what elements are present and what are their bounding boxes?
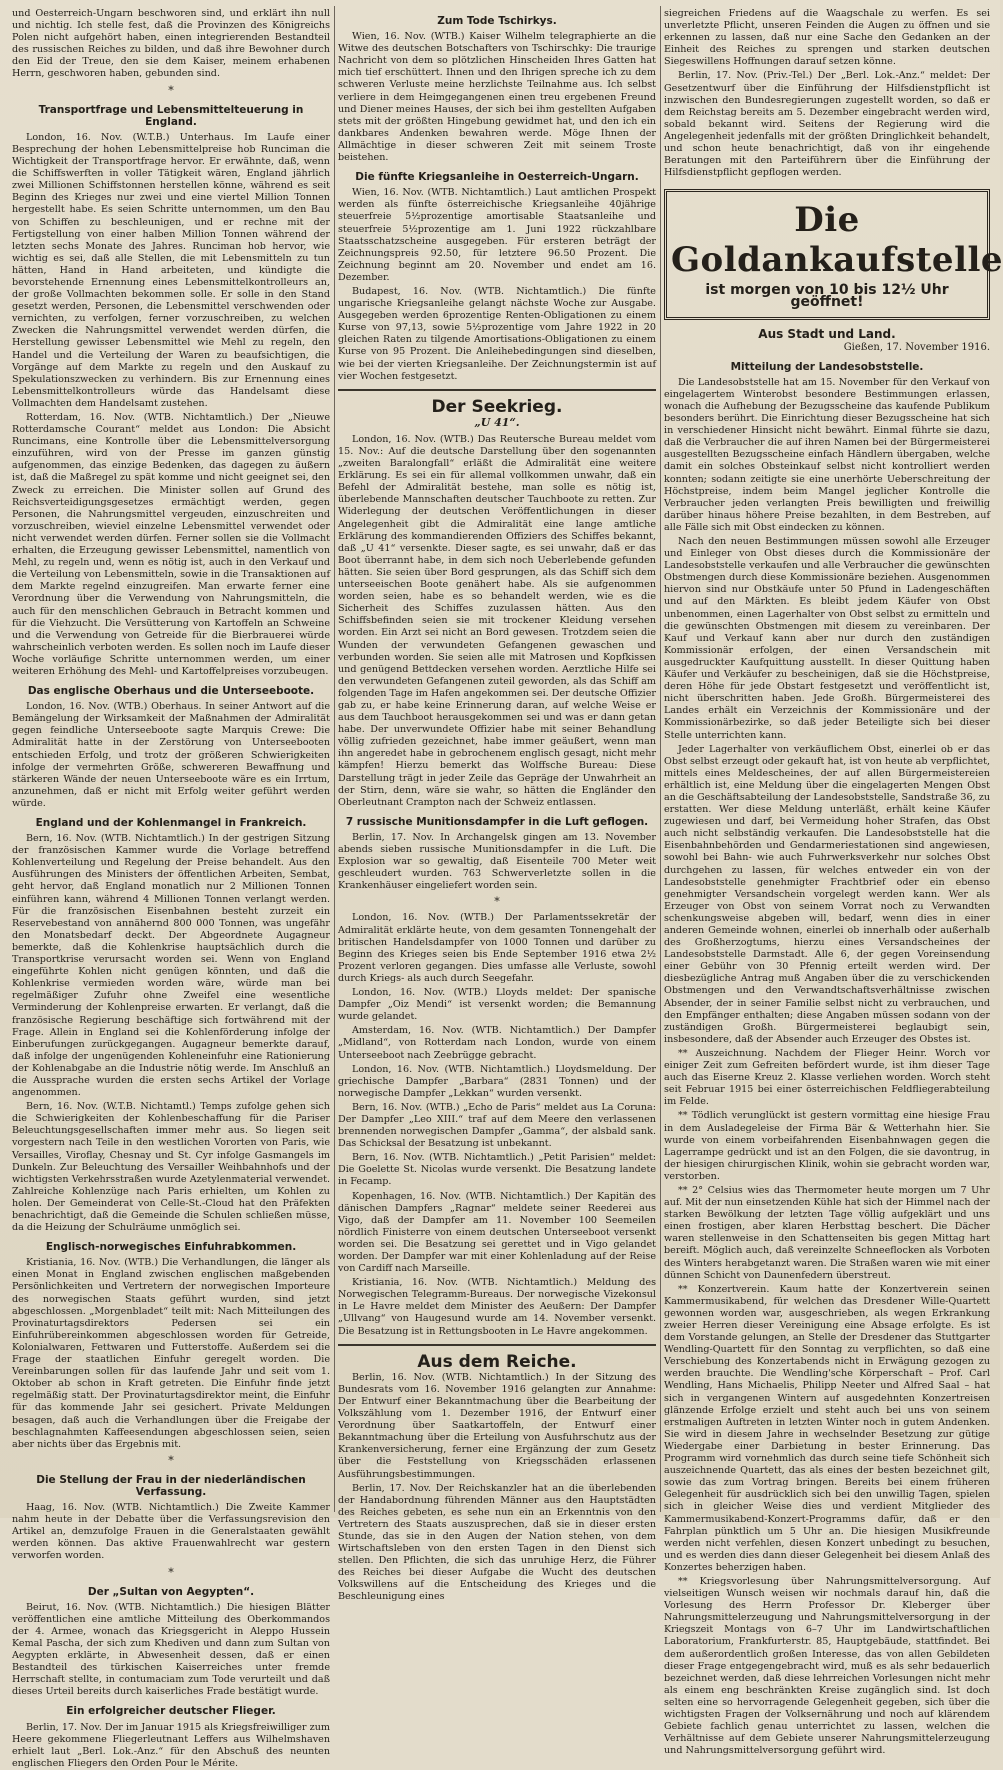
article-text: London, 16. Nov. (WTB.) Der Parlamentssekretär der Admiralität erklärte heute, von dem gesamten Tonnengehalt der britischen Handelsdampfer von 1000 Tonnen und darüber zu Beginn des Krieges seien bis Ende September 1916 etwa 2½ Prozent verloren gegangen. Dies umfasse alle Verluste, sowohl durch Kriegs- als auch durch Seegefahr.: [338, 912, 656, 984]
separator-star: *: [494, 895, 500, 909]
article-text: ** Tödlich verunglückt ist gestern vormittag eine hiesige Frau in dem Ausladegeleise der Firma Bär & Wetterhahn hier. Sie wurde von einem vorbeifahrenden Eisenbahnwagen gegen die Lagerrampe gedrückt und ist an den Folgen, die sie davontrug, in der hiesigen chirurgischen Klinik, wohin sie gebracht worden war, verstorben.: [664, 1110, 990, 1182]
article-heading: Transportfrage und Lebensmittelteuerung in England.: [38, 103, 304, 128]
article-heading: Der „Sultan von Aegypten“.: [87, 1585, 255, 1598]
article-text: Berlin, 16. Nov. (WTB. Nichtamtlich.) In der Sitzung des Bundesrats vom 16. November 1916 gelangten zur Annahme: Der Entwurf einer Bekanntmachung über die Bearbeitung der Volkszählung vom 1. Dezember 1916, der Entwurf einer Verordnung über Saatkartoffeln, der Entwurf einer Bekanntmachung über die Erteilung von Ausfuhrschutz aus der Krankenversicherung, ferner eine Ergänzung der zum Gesetz über die Feststellung von Kriegsschäden erlassenen Ausführungsbestimmungen.: [338, 1371, 656, 1480]
dateline: [664, 342, 990, 354]
section-divider: [338, 1344, 656, 1346]
column-3: [664, 8, 1003, 1757]
separator-star: *: [168, 83, 174, 97]
article-text: Haag, 16. Nov. (WTB. Nichtamtlich.) Die Zweite Kammer nahm heute in der Debatte über die Verfassungsrevision den Artikel an, demzufolge Frauen in die Generalstaaten gewählt werden können. Das aktive Frauenwahlrecht war gestern verworfen worden.: [12, 1502, 330, 1562]
article-text: Wien, 16. Nov. (WTB. Nichtamtlich.) Laut amtlichen Prospekt werden als fünfte österreichische Kriegsanleihe 40jährige steuerfreie 5½prozentige amortisable Staatsanleihe und steuerfreie 5½prozentige am 1. Juni 1922 rückzahlbare Staatsschatzscheine ausgegeben. Für ersteren beträgt der Zeichnungspreis 92.50, für letztere 96.50 Prozent. Die Zeichnung beginnt am 20. November und endet am 16. Dezember.: [338, 187, 656, 283]
article-text: Bern, 16. Nov. (WTB. Nichtamtlich.) In der gestrigen Sitzung der französischen Kammer wurde die Vorlage betreffend Kohlenverteilung und Regelung der Preise behandelt. Aus den Ausführungen des Ministers der öffentlichen Arbeiten, Sembat, geht hervor, daß England monatlich nur 2 Millionen Tonnen einführen kann, während 4 Millionen Tonnen verlangt werden. Für die französischen Eisenbahnen besteht zurzeit ein Reservebestand von annähernd 800 000 Tonnen, was ungefähr den Monatsbedarf deckt. Der Abgeordnete Augagneur bemerkte, daß die Kohlenkrise hauptsächlich durch die Transportkrise verursacht worden sei. Wenn von England eingeführte Kohlen nicht genügen könnten, und daß die Kohlenkrise vermieden worden wäre, würde man bei regelmäßiger Zufuhr ohne Zweifel eine wesentliche Verminderung der Kohlenpreise erwarten. Er verlangt, daß die französische Regierung beschäftige sich fortwährend mit der Frage. Allein in England sei die Kohlenförderung infolge der Einberufungen zurückgegangen. Augagneur bemerkte darauf, daß infolge der ungenügenden Kohleneinfuhr eine Rationierung der Kohlenabgabe an die Industrie nötig werde. Im Anschluß an die Aussprache wurden die ersten sechs Artikel der Vorlage angenommen.: [12, 833, 330, 1099]
article-text: Jeder Lagerhalter von verkäuflichem Obst, einerlei ob er das Obst selbst erzeugt oder gekauft hat, ist von heute ab verpflichtet, mittels eines Meldescheines, der auf allen Bürgermeistereien erhältlich ist, eine Meldung über die eingelagerten Mengen Obst an die Geschäftsabteilung der Landesobststelle, Sandstraße 36, zu erstatten. Wer diese Meldung unterläßt, erhält keine Käufer zugewiesen und darf, bei Vermeidung hoher Strafen, das Obst auch nicht selbständig verkaufen. Die Landesobststelle hat die Eisenbahnbehörden und Gendarmeriestationen sind angewiesen, sowohl bei Bahn- wie auch Fuhrwerksverkehr nur solches Obst durchgehen zu lassen, für welches entweder ein von der Landesobststelle genehmigter Frachtbrief oder ein ebenso genehmigter Versandschein vorgelegt werden kann. Wer als Erzeuger von Obst von seinem Vorrat noch zu Verwandten schenkungsweise abgeben will, bedarf, wenn dies in einer anderen Gemeinde wohnen, einerlei ob innerhalb oder außerhalb des Großherzogtums, hierzu eines Versandscheines der Landesobststelle Darmstadt. Alle 6, der gegen Voreinsendung einer Gebühr von 30 Pfennig erteilt werden wird. Der diesbezügliche Antrag muß Angaben über die zu verschickenden Obstmengen und den Verwandtschaftsverhältnisse zwischen Absender, der in seiner Familie selbst nicht zu verbrauchen, und den Empfänger enthalten; diese Angaben müssen sodann von der zuständigen Großh. Bürgermeisterei beglaubigt sein, insbesondere, daß der Absender auch Erzeuger des Obstes ist.: [664, 743, 990, 1045]
article-heading: Ein erfolgreicher deutscher Flieger.: [66, 1705, 276, 1718]
article-text: Nach den neuen Bestimmungen müssen sowohl alle Erzeuger und Einleger von Obst dieses durch die Kommissionäre der Landesobststelle verkaufen und alle Verbraucher die gewünschten Obstmengen durch diese Kommissionäre beziehen. Ausgenommen hiervon sind nur Obstkäufe unter 50 Pfund in Ladengeschäften und auf den Märkten. Es bleibt jedem Käufer von Obst unbenommen, einen Lagerhalter von Obst selbst zu ermitteln und die gewünschten Obstmengen mit diesem zu vereinbaren. Der Kauf und Verkauf kann aber nur durch den zuständigen Kommissionär erfolgen, der einen Versandschein mit ausgedruckter Kaufquittung ausstellt. In dieser Quittung haben Käufer und Verkäufer zu bescheinigen, daß sie die Höchstpreise, deren Höhe für jede Obstart festgesetzt und veröffentlicht ist, nicht überschritten haben. Jede Großh. Bürgermeisterei des Landes erhält ein Verzeichnis der Kommissionäre und der Kommissionärbezirke, so daß jeder Beteiligte sich bei dieser Stelle unterrichten kann.: [664, 536, 990, 741]
article-text: London, 16. Nov. (WTB. Nichtamtlich.) Lloydsmeldung. Der griechische Dampfer „Barbara“ (2831 Tonnen) und der norwegische Dampfer „Lekkan“ wurden versenkt.: [338, 1063, 656, 1099]
article-text: London, 16. Nov. (W.T.B.) Unterhaus. Im Laufe einer Besprechung der hohen Lebensmittelpreise hob Runciman die Wichtigkeit der Transportfrage hervor. Er erwähnte, daß, wenn die Schiffswerften in voller Tätigkeit wären, England jährlich zwei Millionen Schiffstonnen herstellen könne, während es seit Beginn des Krieges nur zwei und eine viertel Million Tonnen hergestellt habe. Es seien Schritte unternommen, um den Bau von Schiffen zu beschleunigen, und er rechne mit der Fertigstellung von einer halben Million Tonnen während der letzten sechs Monate des Jahres. Runciman hob hervor, wie wichtig es sei, daß alle Stellen, die mit Lebensmitteln zu tun hätten, Hand in Hand arbeiteten, und kündigte die bevorstehende Ernennung eines Lebensmittelkontrolleurs an, der große Vollmachten bekommen solle. Er solle in den Stand gesetzt werden, Personen, die Lebensmittel verschwenden oder vernichten, zu verfolgen, ferner vorzuschreiben, zu welchen Zwecken die Nahrungsmittel verwendet werden dürfen, die Herstellung gewisser Lebensmittel wie Mehl zu regeln, den Handel und die Verteilung der Waren zu beaufsichtigen, die Vorgänge auf dem Markte zu regeln und den Auskauf zu Spekulationszwecken zu verhindern. Bis zur Ernennung eines Lebensmittelkontrolleurs würde das Handelsamt diese Vollmachten dem Handelsamt zustehen.: [12, 131, 330, 409]
article-heading: Die fünfte Kriegsanleihe in Oesterreich-Ungarn.: [355, 171, 639, 184]
article-heading: Mitteilung der Landesobststelle.: [730, 360, 924, 373]
advertisement-box: [664, 189, 1003, 319]
article-text: Die Landesobststelle hat am 15. November für den Verkauf von eingelagertem Winterobst besondere Bestimmungen erlassen, wonach die Aufhebung der Bezugsscheine das kaufende Publikum besonders berührt. Die Einrichtung dieser Bezugsscheine hat sich in verschiedener Hinsicht nicht bewährt. Einmal führte sie dazu, daß die Verbraucher die auf ihren Namen bei der Bürgermeisterei ausgestellten Bezugsscheine einfach Händlern übergaben, welche damit ein solches Obsteinkauf selbst nicht kontrolliert werden konnten; sodann zeitigte sie eine unerhörte Ueberschreitung der Höchstpreise, indem beim Mangel jeglicher Kontrolle die Verbraucher jeden verlangten Preis bewilligten und freiwillig darüber hinaus höhere Preise bezahlten, in dem Bestreben, auf alle Fälle sich mit Obst eindecken zu können.: [664, 376, 990, 533]
article-text: Rotterdam, 16. Nov. (WTB. Nichtamtlich.) Der „Nieuwe Rotterdamsche Courant“ meldet aus London: Die Absicht Runcimans, eine Kontrolle über die Lebensmittelversorgung einzuführen, wird von der Presse im ganzen günstig aufgenommen, das einzige Bedenken, das dagegen zu äußern ist, daß die Maßregel zu spät komme und nicht geeignet sei, den Zweck zu erreichen. Die Minister sollen auf Grund des Reichsverteidigungsgesetzes ermächtigt werden, gegen Personen, die Nahrungsmittel vergeuden, einzuschreiten und vorzuschreiben, wieviel einzelne Lebensmittel verwendet oder nicht verwendet werden dürfen. Ferner sollen sie die Vollmacht erhalten, die Erzeugung gewisser Lebensmittel, namentlich von Mehl, zu regeln und, wenn es nötig ist, auch in den Verkauf und die Verteilung von Lebensmitteln, sowie in die Transaktionen auf dem Markte regelnd einzugreifen. Man erwarte ferner eine Verordnung über die Verwendung von Nahrungsmitteln, die auch für den menschlichen Gebrauch in Betracht kommen und für die Viehzucht. Die Versütterung von Kartoffeln an Schweine und die Verwendung von Getreide für die Bierbrauerei würde wahrscheinlich verboten werden. Es sollen noch im Laufe dieser Woche vorläufige Schritte unternommen werden, um einer weiteren Erhöhung des Mehl- und Kartoffelpreises vorzubeugen.: [12, 412, 330, 677]
dateline-text: Gießen, 17. November 1916.: [843, 341, 990, 353]
article-text: London, 16. Nov. (WTB.) Das Reutersche Bureau meldet vom 15. Nov.: Auf die deutsche Darstellung über den sogenannten „zweiten Baralongfall“ erläßt die Admiralität eine weitere Erklärung. Es sei ein für allemal vollkommen unwahr, daß ein Befehl der Admiralität bestehe, man solle es nötig ist, überlebende Mannschaften deutscher Tauchboote zu retten. Zur Widerlegung der deutschen Veröffentlichungen in dieser Angelegenheit gibt die Admiralität eine lange amtliche Erklärung des kommandierenden Offiziers des Schiffes bekannt, daß „U 41“ versenkte. Dieser sagte, es sei unwahr, daß er das Boot überrannt habe, in dem sich noch Ueberlebende gefunden hätten. Sie seien über Bord gesprungen, als das Schiff sich dem unterseeischen Boote genähert habe. Als sie aufgenommen worden seien, habe es so behandelt werden, wie es die Sicherheit des Schiffes zuzulassen hätten. Aus den Schiffsbefinden seien sie mit trockener Kleidung versehen worden. Ein Arzt sei nicht an Bord gewesen. Trotzdem seien die Wunden der verwundeten Gefangenen gewaschen und verbunden worden. Sie seien alle mit Matrosen und Kopfkissen und genügend Bettdecken versehen worden. Aerztliche Hilfe sei den verwundeten Gefangenen zuteil geworden, als das Schiff am folgenden Tage im Hafen angekommen sei. Der deutsche Offizier gab zu, er habe keine Erinnerung daran, auf welche Weise er aus dem Tauchboot herausgekommen sei und was er dann getan habe. Der unverwundete Offizier habe mit seiner Behandlung völlig zufrieden gezeichnet, habe immer geäußert, wenn man ihn angeredet habe in gebrochenem englisch gesagt, nicht mehr kämpfen! Hierzu bemerkt das Wolffsche Bureau: Diese Darstellung trägt in jeder Zeile das Gepräge der Unwahrheit an der Stirn, denn, wäre sie wahr, so hätten die Engländer den Oberleutnant Crampton nach der Schweiz entlassen.: [338, 433, 656, 808]
article-text: Bern, 16. Nov. (WTB. Nichtamtlich.) „Petit Parisien“ meldet: Die Goelette St. Nicolas wurde versenkt. Die Besatzung landete in Fecamp.: [338, 1152, 656, 1188]
article-heading: Zum Tode Tschirkys.: [437, 15, 557, 27]
article-text: Berlin, 17. Nov. Der im Januar 1915 als Kriegsfreiwilliger zum Heere gekommene Fliegerleutnant Leffers aus Wilhelmshaven erhielt laut „Berl. Lok.-Anz.“ für den Abschuß des neunten englischen Fliegers den Orden Pour le Mérite.: [12, 1721, 330, 1769]
section-heading-seekrieg: Der Seekrieg.: [431, 396, 563, 417]
article-text: Bern, 16. Nov. (W.T.B. Nichtamtl.) Temps zufolge gehen sich die Schwierigkeiten der Kohlenbeschaffung für die Pariser Beleuchtungsgesellschaften immer mehr aus. So liegen seit vorgestern nach Teile in den westlichen Vororten von Paris, wie Versailles, Viroflay, Chesnay und St. Cyr infolge Gasmangels im Dunkeln. Zur Beleuchtung des Versailler Weihbahnhofs und der wichtigsten Verkehrsstraßen wurde Azetylenmaterial verwendet. Zahlreiche Kohlenzüge nach Paris erhielten, um Kohlen zu holen. Der Gemeinderat von Celle-St.-Cloud hat den Präfekten benachrichtigt, daß die Gemeinde die Schulen schließen müsse, da die Heizung der Schulräume unmöglich sei.: [12, 1101, 330, 1234]
article-text: Amsterdam, 16. Nov. (WTB. Nichtamtlich.) Der Dampfer „Midland“, von Rotterdam nach London, wurde von einem Unterseeboot nach Zeebrügge gebracht.: [338, 1025, 656, 1061]
column-2: [338, 8, 656, 1603]
article-text: London, 16. Nov. (WTB.) Lloyds meldet: Der spanische Dampfer „Oiz Mendi“ ist versenkt worden; die Bemannung wurde gelandet.: [338, 987, 656, 1023]
article-text: Berlin, 17. Nov. In Archangelsk gingen am 13. November abends sieben russische Munitionsdampfer in die Luft. Die Explosion war so gewaltig, daß Eisenteile 700 Meter weit geschleudert wurden. 763 Schwerverletzte sollen in die Krankenhäuser eingeliefert worden sein.: [338, 831, 656, 892]
article-text: Kristiania, 16. Nov. (WTB. Nichtamtlich.) Meldung des Norwegischen Telegramm-Bureaus. Der norwegische Vizekonsul in Le Havre meldet dem Minister des Aeußern: Der Dampfer „Ullvang“ von Haugesund wurde am 14. November versenkt. Die Besatzung ist in Rettungsbooten in Le Havre angekommen.: [338, 1277, 656, 1337]
article-text: Bern, 16. Nov. (WTB.) „Echo de Paris“ meldet aus La Coruna: Der Dampfer „Leo XIII.“ traf auf dem Meere den verlassenen brennenden norwegischen Dampfer „Gamma“, der alsbald sank. Das Schicksal der Besatzung ist unbekannt.: [338, 1101, 656, 1150]
article-text: Beirut, 16. Nov. (WTB. Nichtamtlich.) Die hiesigen Blätter veröffentlichen eine amtliche Mitteilung des Oberkommandos der 4. Armee, wonach das Kriegsgericht in Aleppo Hussein Kemal Pascha, der sich zum Khediven und dann zum Sultan von Aegypten erklärte, in Abwesenheit dessen, daß er einen Bestandteil des türkischen Kaiserreiches unter fremde Herrschaft stellte, in contumaciam zum Tode verurteilt und daß dieses Urteil bereits durch kaiserliches Frade bestätigt wurde.: [12, 1601, 330, 1698]
column-rule: [660, 6, 661, 1512]
article-text: Berlin, 17. Nov. Der Reichskanzler hat an die überlebenden der Handabordnung führenden Männer aus den Hauptstädten des Reiches gebeten, es sehe nun ein an Erkenntnis von den Vertretern des Staats auszusprechen, daß sie in dieser ersten Stunde, das sie in den Augen der Nation stehen, von dem Wirtschaftsleben von den ersten Tagen in den Dienst sich stellen. Den Pflichten, die sich das unruhige Herz, die Führer des Reiches bei dieser Aufgabe die Wucht des deutschen Volkswillens auf die Entscheidung des Krieges und die Beschleunigung eines: [338, 1482, 656, 1603]
article-heading: Englisch-norwegisches Einfuhrabkommen.: [45, 1241, 297, 1254]
article-text: und Oesterreich-Ungarn beschworen sind, und erklärt ihn null und nichtig. Ich stelle fest, daß die Provinzen des Königreichs Polen nicht aufgehört haben, einen integrierenden Bestandteil des russischen Reiches zu bilden, und daß ihre Bewohner durch den Eid der Treue, den sie dem Kaiser, meinem erhabenen Herrn, geschworen haben, gebunden sind.: [12, 8, 330, 80]
article-text: Wien, 16. Nov. (WTB.) Kaiser Wilhelm telegraphierte an die Witwe des deutschen Botschafters von Tschirschky: Die traurige Nachricht von dem so plötzlichen Hinscheiden Ihres Gatten hat mich tief erschüttert. Ihnen und den Ihrigen spreche ich zu dem schweren Verluste meine herzlichste Teilnahme aus. Ich selbst verliere in dem Heimgegangenen einen treu ergebenen Freund und Diener meines Hauses, der sich bei ihm gestellten Aufgaben stets mit der größten Hingebung gewidmet hat, und den ich ein dankbares Andenken bewahren werde. Möge Ihnen der Allmächtige in dieser schweren Zeit mit seinem Troste beistehen.: [338, 31, 656, 164]
column-1: [12, 8, 330, 1769]
column-rule: [334, 6, 335, 1512]
section-heading-reich: Aus dem Reiche.: [417, 1351, 577, 1372]
advertisement-title: Die Goldankaufstelle: [671, 200, 1003, 281]
article-heading: Die Stellung der Frau in der niederländischen Verfassung.: [36, 1473, 306, 1498]
article-text: London, 16. Nov. (WTB.) Oberhaus. In seiner Antwort auf die Bemängelung der Wirksamkeit der Maßnahmen der Admiralität gegen feindliche Unterseeboote sagte Marquis Crewe: Die Admiralität hatte in der Zerstörung von Unterseebooten entschieden Erfolg, und trotz der größeren Schwierigkeiten infolge der vermehrten Größe, schwereren Bewaffnung und stärkeren Wände der neuen Unterseeboote wäre es ein Irrtum, anzunehmen, daß er nicht mit Erfolg weiter geführt werden würde.: [12, 701, 330, 809]
advertisement-subtitle: ist morgen von 10 bis 12½ Uhr geöffnet!: [705, 282, 949, 311]
article-heading: Das englische Oberhaus und die Unterseeboote.: [27, 685, 315, 698]
article-heading: 7 russische Munitionsdampfer in die Luft geflogen.: [345, 815, 649, 828]
separator-star: *: [168, 1565, 174, 1579]
article-text: Kristiania, 16. Nov. (WTB.) Die Verhandlungen, die länger als einen Monat in England zwischen englischen maßgebenden Persönlichkeiten und Vertretern der norwegischen Importeure des norwegischen Staats geführt wurden, sind jetzt abgeschlossen. „Morgenbladet“ teilt mit: Nach Mitteilungen des Provinaturtagsdirektors Pedersen sei ein Einfuhrübereinkommen abgeschlossen worden für Getreide, Kolonialwaren, Fettwaren und Futterstoffe. Außerdem sei die Frage der staatlichen Einfuhr geregelt worden. Die Vereinbarungen sollen für das laufende Jahr und seit vom 1. Oktober ab schon in Kraft getreten. Die Einfuhr finde jetzt regelmäßig statt. Der Provinaturtagsdirektor meint, die Einfuhr für das kommende Jahr sei gesichert. Private Meldungen besagen, daß auch die Verhandlungen über die Freigabe der beschlagnahmten Kaffeesendungen abgeschlossen seien, seien aber nichts über das Ergebnis mit.: [12, 1257, 330, 1450]
article-text: ** Kriegsvorlesung über Nahrungsmittelversorgung. Auf vielseitigen Wunsch weisen wir nochmals darauf hin, daß die Vorlesung des Herrn Professor Dr. Kleberger über Nahrungsmittelerzeugung und Nahrungsmittelversorgung in der Kriegszeit Montags von 6–7 Uhr im Landwirtschaftlichen Laboratorium, Frankfurterstr. 85, Hauptgebäude, stattfindet. Bei dem außerordentlich großen Interesse, das von allen Gebildeten dieser Frage entgegengebracht wird, muß es als sehr bedauerlich bezeichnet werden, daß diese lehrreichen Vorlesungen nicht mehr als einem eng beschränkten Kreise zugänglich sind. Ist doch selten eine so hervorragende Gelegenheit gegeben, sich über die wichtigsten Fragen der Volksernährung und noch auf klärendem Gebiete fachlich genau unterrichtet zu lassen, welchen die Verhältnisse auf dem Gebiete unserer Nahrungsmittelerzeugung und Nahrungsmittelversorgung geführt wird.: [664, 1575, 990, 1757]
article-text: Berlin, 17. Nov. (Priv.-Tel.) Der „Berl. Lok.-Anz.“ meldet: Der Gesetzentwurf über die Einführung der Hilfsdienstpflicht ist inzwischen den Bundesregierungen zugestellt worden, so daß er dem Reichstag bereits am 5. Dezember eingebracht werden wird, sobald bekannt wird. Seitens der Regierung wird die Angelegenheit jedenfalls mit der größten Dringlichkeit behandelt, und schon heute benachrichtigt, daß von ihr eingehende Beratungen mit den Parteiführern über die Einführung der Hilfsdienstpflicht gepflogen werden.: [664, 70, 990, 179]
article-subheading: „U 41“.: [474, 415, 520, 429]
article-text: Kopenhagen, 16. Nov. (WTB. Nichtamtlich.) Der Kapitän des dänischen Dampfers „Ragnar“ meldete seiner Reederei aus Vigo, daß der Dampfer am 11. November 100 Seemeilen nördlich Finisterre von einem deutschen Unterseeboot versenkt worden sei. Die Besatzung sei gerettet und in Vigo gelandet worden. Der Dampfer war mit einer Kohlenladung auf der Reise von Cardiff nach Marseille.: [338, 1190, 656, 1275]
article-text: siegreichen Friedens auf die Waagschale zu werfen. Es sei unverletzte Pflicht, unseren Feinden die Augen zu öffnen und sie erkennen zu lassen, daß nur eine Sache den Gedanken an der Einheit des Reiches zu sprengen und starken deutschen Siegeswillens Hoffnungen darauf setzen könne.: [664, 8, 990, 68]
article-heading: England und der Kohlenmangel in Frankreich.: [35, 817, 307, 829]
article-text: ** 2° Celsius wies das Thermometer heute morgen um 7 Uhr auf. Mit der nun einsetzenden Kühle hat sich der Himmel nach der starken Bewölkung der letzten Tage völlig aufgeklärt und uns einen frostigen, aber klaren Herbsttag beschert. Die Dächer waren stellenweise in den Schattenseiten bis gegen Mittag hart bereift. Möglich auch, daß vereinzelte Schneeflocken als Vorboten des Winters herabgetanzt waren. Die Straßen waren wie mit einer dünnen Schicht von Daunenfedern überstreut.: [664, 1184, 990, 1281]
separator-star: *: [168, 1453, 174, 1467]
section-heading-stadt-land: Aus Stadt und Land.: [758, 326, 896, 341]
article-text: ** Konzertverein. Kaum hatte der Konzertverein seinen Kammermusikabend, für welchen das Dresdener Wille-Quartett gewonnen worden war, ausgeschrieben, als wegen Erkrankung zweier Herren dieser Vereinigung eine Absage erfolgte. Es ist dem Vorstande gelungen, an Stelle der Dresdener das Stuttgarter Wendling-Quartett für den Sonntag zu verpflichten, so daß eine Verschiebung des Konzertabends nicht in Erwägung gezogen zu werden brauchte. Die Wendling'sche Körperschaft – Prof. Carl Wendling, Hans Michaelis, Philipp Neeter und Alfred Saal – hat sich in vergangenen Wintern auf ausgedehnten Konzertreisen glänzende Erfolge erzielt und steht auch bei uns von seinem erstmaligen Auftreten in letzten Winter noch in gutem Andenken. Sie wird in diesem Jahre in wechselnder Besetzung zur gütige Wiedergabe einer Darbietung in bester Erinnerung. Das Programm wird vornehmlich das durch seine tiefe Schönheit sich auszeichnende Quartett, das als eines der besten bezeichnet gilt, sowie das zum Vortrag bringen. Bereits bei einem früheren Gelegenheit für ausdrücklich sich bei den unwillig Tagen, spielen sich in gleicher Weise dies und verdient Mitglieder des Kammermusikabend-Konzert-Programms dafür, daß er den Fahrplan pünktlich um 5 Uhr an. Die hiesigen Musikfreunde werden nicht verfehlen, diesen Konzert unbedingt zu besuchen, und es werden dies dann dieser Gelegenheit bei diesem Anlaß des Konzertes beherzigen haben.: [664, 1283, 990, 1573]
article-text: Budapest, 16. Nov. (WTB. Nichtamtlich.) Die fünfte ungarische Kriegsanleihe gelangt nächste Woche zur Ausgabe. Ausgegeben werden 6prozentige Renten-Obligationen zu einem Kurse von 97,13, sowie 5½prozentige vom Jahre 1922 in 20 gleichen Raten zu tilgende Amortisations-Obligationen zu einem Kurse von 95 Prozent. Die Anleihebedingungen sind dieselben, wie bei der vierten Kriegsanleihe. Der Zeichnungstermin ist auf vier Wochen festgesetzt.: [338, 285, 656, 382]
section-divider: [338, 389, 656, 391]
article-text: ** Auszeichnung. Nachdem der Flieger Heinr. Worch vor einiger Zeit zum Gefreiten befördert wurde, ist ihm dieser Tage auch das Eiserne Kreuz 2. Klasse verliehen worden. Worch steht seit Februar 1915 bei einer österreichischen Feldfliegerabteilung im Felde.: [664, 1047, 990, 1108]
